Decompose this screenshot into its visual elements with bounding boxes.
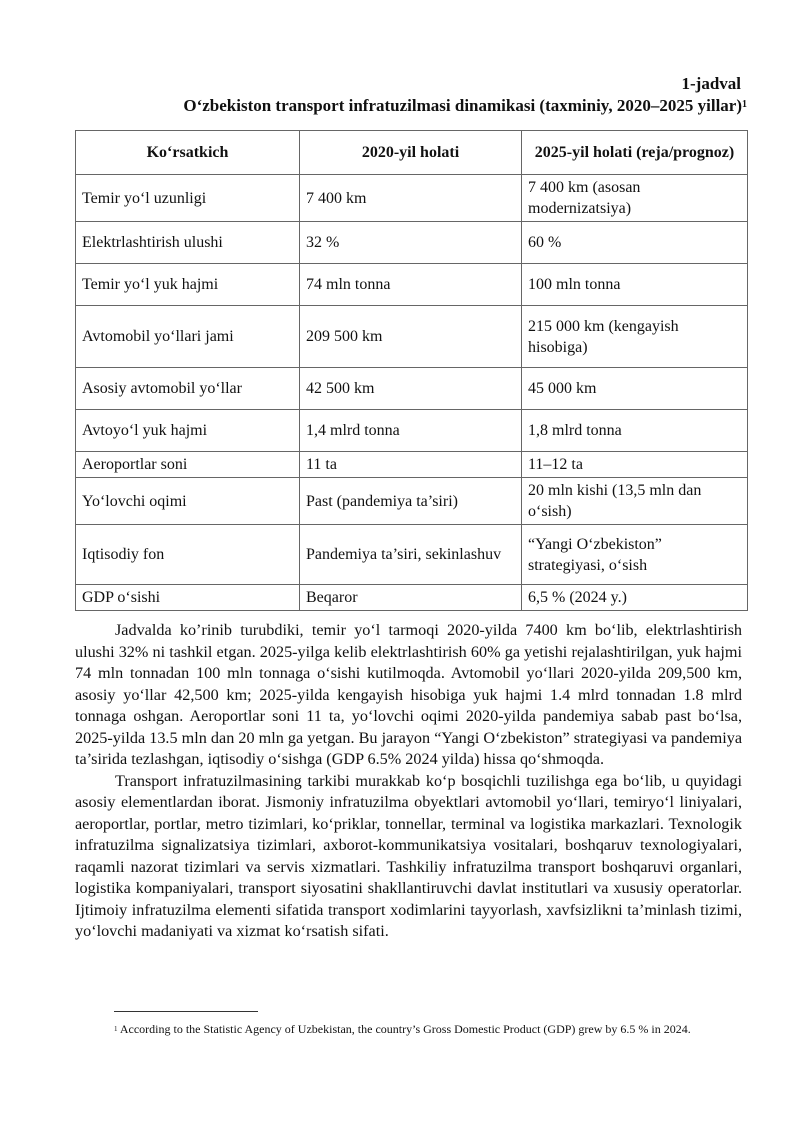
- cell-2025: 215 000 km (kengayish hisobiga): [522, 306, 748, 368]
- table-row: [76, 410, 748, 452]
- paragraph: Jadvalda ko’rinib turubdiki, temir yo‘l tarmoqi 2020-yilda 7400 km bo‘lib, elektrlashtirish ulushi 32% ni tashkil etgan. 2025-yilga kelib elektrlashtirish 60% ga yetishi rejalashtirilgan, yuk hajmi 74 mln tonnadan 100 mln tonnaga o‘sishi kutilmoqda. Avtomobil yo‘llari 2020-yilda 209,500 km, asosiy yo‘llar 42,500 km; 2025-yilda kengayish hisobiga yuk hajmi 1.4 mlrd tonnadan 1.8 mlrd tonnaga oshgan. Aeroportlar soni 11 ta, yo‘lovchi oqimi 2020-yilda pandemiya sabab past bo‘lsa, 2025-yilda 13.5 mln dan 20 mln ga yetgan. Bu jarayon “Yangi O‘zbekiston” strategiyasi va pandemiya ta’sirida tezlashgan, iqtisodiy o‘sishga (GDP 6.5% 2024 yilda) hissa qo‘shmoqda.: [75, 621, 742, 768]
- cell-indicator: Aeroportlar soni: [76, 452, 300, 478]
- cell-2020: 74 mln tonna: [300, 264, 522, 306]
- cell-2025: 45 000 km: [522, 368, 748, 410]
- footnote-marker: 1: [114, 1025, 118, 1033]
- cell-2020: 1,4 mlrd tonna: [300, 410, 522, 452]
- cell-2020: Beqaror: [300, 585, 522, 611]
- table-row: [76, 585, 748, 611]
- footnote-reference: 1: [742, 99, 747, 110]
- table-row: [76, 478, 748, 525]
- footnote: [114, 1021, 742, 1038]
- cell-indicator: Avtomobil yo‘llari jami: [76, 306, 300, 368]
- cell-indicator: Asosiy avtomobil yo‘llar: [76, 368, 300, 410]
- table-title-text: O‘zbekiston transport infratuzilmasi dinamikasi (taxminiy, 2020–2025 yillar): [183, 96, 742, 115]
- cell-2020: 42 500 km: [300, 368, 522, 410]
- cell-indicator: Iqtisodiy fon: [76, 525, 300, 585]
- table-row: [76, 368, 748, 410]
- cell-2025: 60 %: [522, 222, 748, 264]
- cell-2025: “Yangi O‘zbekiston” strategiyasi, o‘sish: [522, 525, 748, 585]
- table-row: [76, 306, 748, 368]
- cell-indicator: Temir yo‘l yuk hajmi: [76, 264, 300, 306]
- table-header-row: [76, 131, 748, 175]
- cell-2025: 7 400 km (asosan modernizatsiya): [522, 175, 748, 222]
- body-text: [75, 620, 742, 943]
- cell-2025: 11–12 ta: [522, 452, 748, 478]
- cell-indicator: Avtoyo‘l yuk hajmi: [76, 410, 300, 452]
- cell-2020: 7 400 km: [300, 175, 522, 222]
- cell-2025: 6,5 % (2024 y.): [522, 585, 748, 611]
- footnote-separator: [114, 1011, 258, 1012]
- table-title: [75, 96, 747, 116]
- cell-2025: 20 mln kishi (13,5 mln dan o‘sish): [522, 478, 748, 525]
- table-row: [76, 525, 748, 585]
- cell-2020: Past (pandemiya ta’siri): [300, 478, 522, 525]
- table-row: [76, 452, 748, 478]
- table-row: [76, 175, 748, 222]
- column-header-2020: 2020-yil holati: [300, 131, 522, 175]
- transport-infrastructure-table: [75, 130, 748, 611]
- column-header-2025: 2025-yil holati (reja/prognoz): [522, 131, 748, 175]
- cell-2025: 100 mln tonna: [522, 264, 748, 306]
- cell-2020: 32 %: [300, 222, 522, 264]
- column-header-indicator: Ko‘rsatkich: [76, 131, 300, 175]
- cell-2020: 209 500 km: [300, 306, 522, 368]
- table-number: 1-jadval: [681, 74, 741, 93]
- cell-2020: 11 ta: [300, 452, 522, 478]
- cell-indicator: Yo‘lovchi oqimi: [76, 478, 300, 525]
- paragraph: Transport infratuzilmasining tarkibi murakkab ko‘p bosqichli tuzilishga ega bo‘lib, u quyidagi asosiy elementlardan iborat. Jismoniy infratuzilma obyektlari avtomobil yo‘llari, temiryo‘l liniyalari, aeroportlar, portlar, metro tizimlari, ko‘priklar, tonnellar, terminal va logistika markazlari. Texnologik infratuzilma signalizatsiya tizimlari, axborot-kommunikatsiya vositalari, boshqaruv texnologiyalari, raqamli nazorat tizimlari va servis xizmatlari. Tashkiliy infratuzilma transport boshqaruvi organlari, logistika kompaniyalari, transport siyosatini shakllantiruvchi davlat institutlari va xususiy operatorlar. Ijtimoiy infratuzilma elementi sifatida transport xodimlarini tayyorlash, xavfsizlikni ta’minlash tizimi, yo‘lovchi madaniyati va xizmat ko‘rsatish sifati.: [75, 771, 742, 940]
- cell-indicator: Elektrlashtirish ulushi: [76, 222, 300, 264]
- table-row: [76, 264, 748, 306]
- cell-indicator: GDP o‘sishi: [76, 585, 300, 611]
- table-row: [76, 222, 748, 264]
- cell-2020: Pandemiya ta’siri, sekinlashuv: [300, 525, 522, 585]
- cell-2025: 1,8 mlrd tonna: [522, 410, 748, 452]
- footnote-text: According to the Statistic Agency of Uzbekistan, the country’s Gross Domestic Product (GDP) grew by 6.5 % in 2024.: [119, 1022, 691, 1036]
- cell-indicator: Temir yo‘l uzunligi: [76, 175, 300, 222]
